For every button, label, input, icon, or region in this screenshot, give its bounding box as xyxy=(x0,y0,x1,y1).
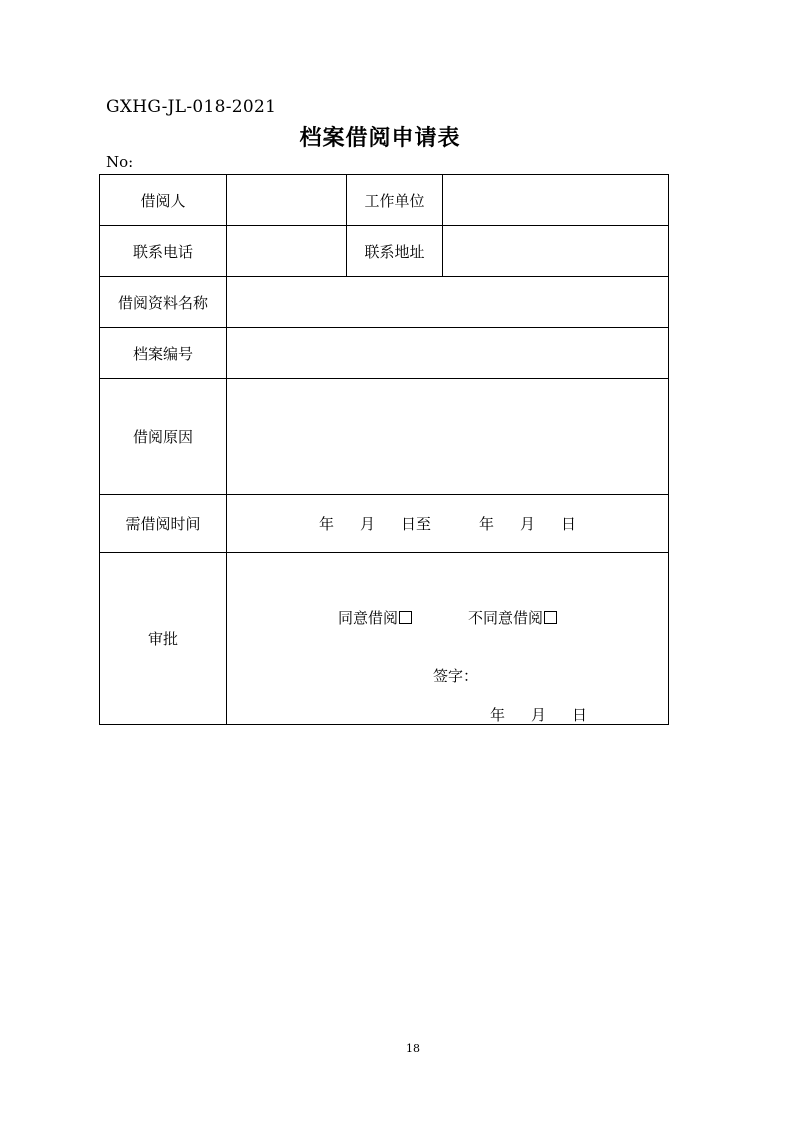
address-field[interactable] xyxy=(443,226,669,277)
start-day-to-label: 日至 xyxy=(400,515,431,533)
disagree-checkbox[interactable] xyxy=(544,611,557,624)
borrow-time-label: 需借阅时间 xyxy=(100,495,227,553)
approval-month-label: 月 xyxy=(531,706,547,724)
form-title: 档案借阅申请表 xyxy=(299,125,461,151)
reason-label: 借阅原因 xyxy=(100,379,227,495)
phone-field[interactable] xyxy=(227,226,347,277)
approval-field xyxy=(227,553,669,725)
address-label: 联系地址 xyxy=(347,226,443,277)
start-month-label: 月 xyxy=(359,515,375,533)
borrower-label: 借阅人 xyxy=(100,175,227,226)
end-month-label: 月 xyxy=(520,515,536,533)
archive-number-label: 档案编号 xyxy=(100,328,227,379)
disagree-option[interactable] xyxy=(468,607,557,628)
form-row-approval xyxy=(100,553,669,725)
archive-number-field[interactable] xyxy=(227,328,669,379)
start-year-label: 年 xyxy=(318,515,334,533)
agree-checkbox[interactable] xyxy=(399,611,412,624)
material-name-field[interactable] xyxy=(227,277,669,328)
form-row-borrow-time xyxy=(100,495,669,553)
archive-borrow-form xyxy=(99,174,669,725)
form-row-reason xyxy=(100,379,669,495)
borrower-field[interactable] xyxy=(227,175,347,226)
end-day-label: 日 xyxy=(561,515,577,533)
borrow-time-field[interactable] xyxy=(227,495,669,553)
page-number: 18 xyxy=(406,1042,420,1055)
signature-label: 签字： xyxy=(433,667,479,685)
approval-label: 审批 xyxy=(100,553,227,725)
form-row-borrower xyxy=(100,175,669,226)
disagree-label: 不同意借阅 xyxy=(468,609,544,627)
end-year-label: 年 xyxy=(479,515,495,533)
agree-option[interactable] xyxy=(338,607,412,628)
agree-label: 同意借阅 xyxy=(337,609,398,627)
approval-year-label: 年 xyxy=(490,706,506,724)
number-label: No: xyxy=(106,153,134,171)
work-unit-field[interactable] xyxy=(443,175,669,226)
phone-label: 联系电话 xyxy=(100,226,227,277)
approval-date xyxy=(490,704,587,725)
form-row-material-name xyxy=(100,277,669,328)
approval-day-label: 日 xyxy=(572,706,588,724)
form-row-contact xyxy=(100,226,669,277)
approval-options xyxy=(227,607,668,628)
material-name-label: 借阅资料名称 xyxy=(100,277,227,328)
document-code: GXHG-JL-018-2021 xyxy=(106,97,277,117)
form-row-archive-number xyxy=(100,328,669,379)
reason-field[interactable] xyxy=(227,379,669,495)
work-unit-label: 工作单位 xyxy=(347,175,443,226)
